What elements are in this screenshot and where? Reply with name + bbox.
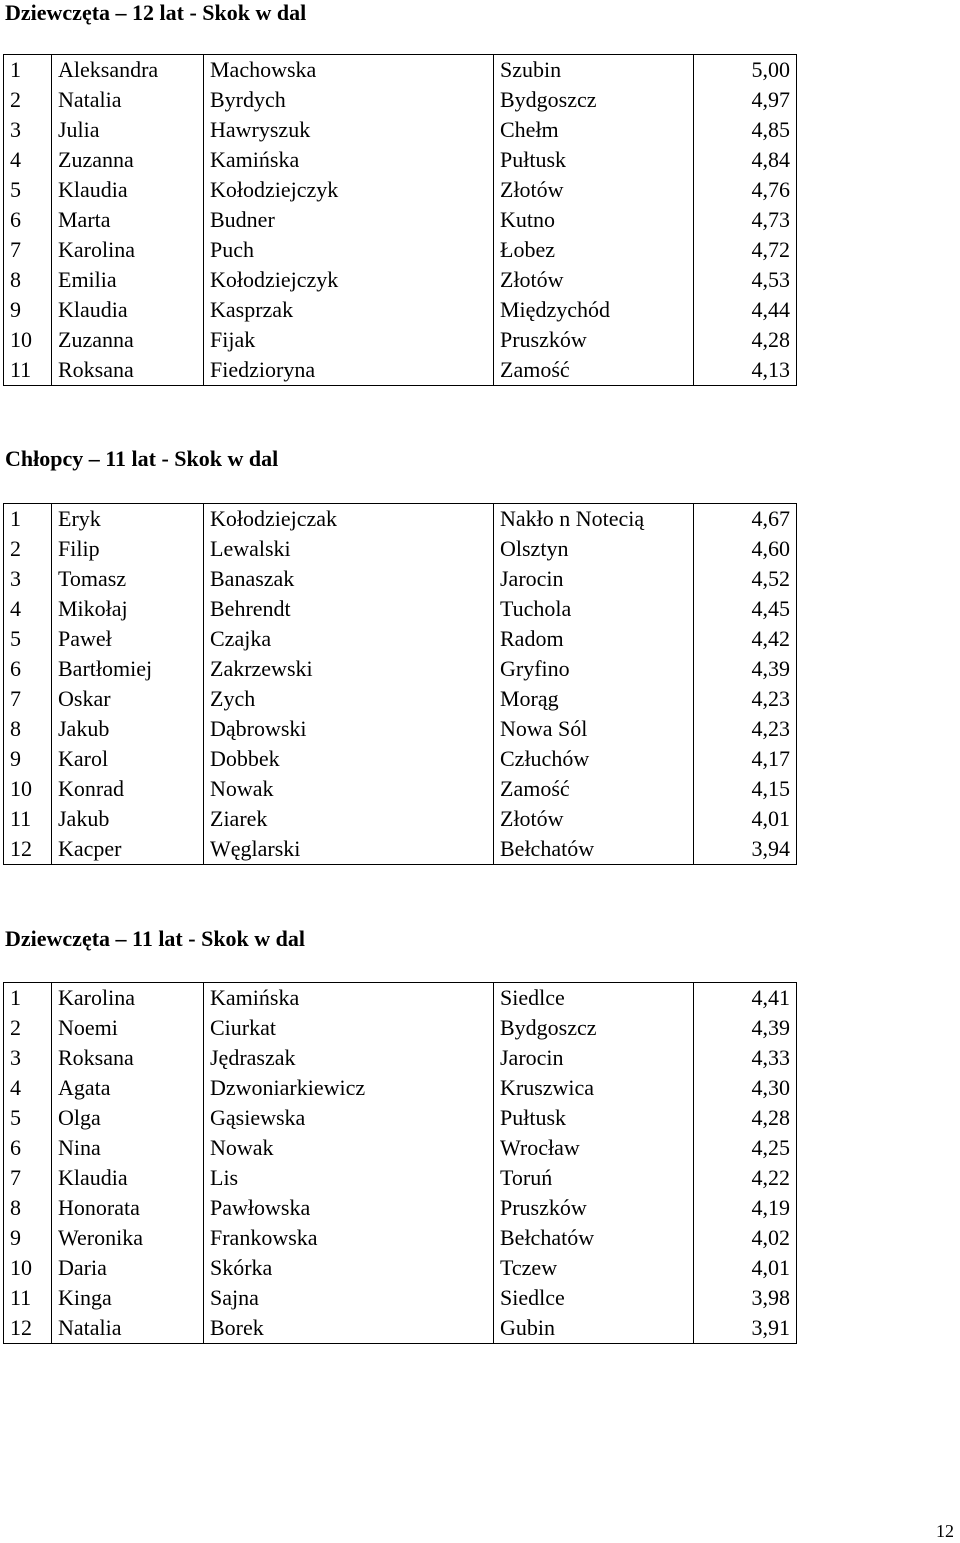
place-cell: 6 [4, 205, 52, 235]
result-cell: 4,19 [694, 1193, 797, 1223]
result-cell: 4,60 [694, 534, 797, 564]
last-name-cell: Kamińska [204, 983, 494, 1014]
last-name-cell: Kamińska [204, 145, 494, 175]
result-cell: 4,67 [694, 504, 797, 535]
place-cell: 8 [4, 714, 52, 744]
place-cell: 11 [4, 355, 52, 386]
city-cell: Olsztyn [494, 534, 694, 564]
table-row [4, 624, 797, 654]
result-cell: 4,84 [694, 145, 797, 175]
last-name-cell: Machowska [204, 55, 494, 86]
result-cell: 4,39 [694, 1013, 797, 1043]
place-cell: 1 [4, 983, 52, 1014]
city-cell: Zamość [494, 355, 694, 386]
table-row [4, 1283, 797, 1313]
last-name-cell: Puch [204, 235, 494, 265]
city-cell: Pruszków [494, 325, 694, 355]
table-row [4, 295, 797, 325]
table-row [4, 205, 797, 235]
city-cell: Łobez [494, 235, 694, 265]
last-name-cell: Fiedzioryna [204, 355, 494, 386]
result-cell: 4,17 [694, 744, 797, 774]
first-name-cell: Klaudia [52, 175, 204, 205]
last-name-cell: Lewalski [204, 534, 494, 564]
last-name-cell: Kołodziejczak [204, 504, 494, 535]
table-row [4, 684, 797, 714]
result-cell: 4,39 [694, 654, 797, 684]
last-name-cell: Nowak [204, 1133, 494, 1163]
place-cell: 4 [4, 145, 52, 175]
result-cell: 4,72 [694, 235, 797, 265]
place-cell: 10 [4, 325, 52, 355]
first-name-cell: Zuzanna [52, 325, 204, 355]
table-row [4, 175, 797, 205]
table-row [4, 1073, 797, 1103]
first-name-cell: Zuzanna [52, 145, 204, 175]
table-row [4, 355, 797, 386]
city-cell: Jarocin [494, 1043, 694, 1073]
result-cell: 4,23 [694, 714, 797, 744]
first-name-cell: Eryk [52, 504, 204, 535]
result-cell: 4,28 [694, 325, 797, 355]
table-row [4, 834, 797, 865]
place-cell: 1 [4, 55, 52, 86]
first-name-cell: Klaudia [52, 295, 204, 325]
page-number: 12 [936, 1521, 954, 1541]
result-cell: 4,33 [694, 1043, 797, 1073]
city-cell: Złotów [494, 265, 694, 295]
city-cell: Gryfino [494, 654, 694, 684]
table-row [4, 1013, 797, 1043]
place-cell: 11 [4, 1283, 52, 1313]
first-name-cell: Paweł [52, 624, 204, 654]
result-cell: 3,98 [694, 1283, 797, 1313]
place-cell: 9 [4, 295, 52, 325]
place-cell: 6 [4, 654, 52, 684]
table-row [4, 804, 797, 834]
first-name-cell: Konrad [52, 774, 204, 804]
first-name-cell: Weronika [52, 1223, 204, 1253]
last-name-cell: Hawryszuk [204, 115, 494, 145]
last-name-cell: Gąsiewska [204, 1103, 494, 1133]
result-cell: 4,22 [694, 1163, 797, 1193]
section-title: Chłopcy – 11 lat - Skok w dal [5, 446, 279, 471]
result-cell: 4,73 [694, 205, 797, 235]
place-cell: 11 [4, 804, 52, 834]
first-name-cell: Tomasz [52, 564, 204, 594]
results-table [3, 982, 797, 1344]
result-cell: 4,25 [694, 1133, 797, 1163]
table-row [4, 504, 797, 535]
city-cell: Pułtusk [494, 145, 694, 175]
last-name-cell: Kołodziejczyk [204, 175, 494, 205]
last-name-cell: Czajka [204, 624, 494, 654]
city-cell: Siedlce [494, 983, 694, 1014]
city-cell: Siedlce [494, 1283, 694, 1313]
result-cell: 4,85 [694, 115, 797, 145]
city-cell: Złotów [494, 804, 694, 834]
table-row [4, 714, 797, 744]
city-cell: Gubin [494, 1313, 694, 1344]
table-row [4, 983, 797, 1014]
city-cell: Nakło n Notecią [494, 504, 694, 535]
place-cell: 12 [4, 834, 52, 865]
table-row [4, 654, 797, 684]
city-cell: Tczew [494, 1253, 694, 1283]
table-row [4, 145, 797, 175]
result-cell: 4,28 [694, 1103, 797, 1133]
first-name-cell: Agata [52, 1073, 204, 1103]
table-row [4, 115, 797, 145]
first-name-cell: Daria [52, 1253, 204, 1283]
place-cell: 12 [4, 1313, 52, 1344]
place-cell: 8 [4, 1193, 52, 1223]
result-cell: 4,02 [694, 1223, 797, 1253]
table-row [4, 55, 797, 86]
city-cell: Bydgoszcz [494, 1013, 694, 1043]
section-title: Dziewczęta – 11 lat - Skok w dal [5, 926, 306, 951]
city-cell: Tuchola [494, 594, 694, 624]
table-row [4, 1163, 797, 1193]
last-name-cell: Dzwoniarkiewicz [204, 1073, 494, 1103]
result-cell: 4,30 [694, 1073, 797, 1103]
place-cell: 6 [4, 1133, 52, 1163]
city-cell: Pruszków [494, 1193, 694, 1223]
last-name-cell: Banaszak [204, 564, 494, 594]
results-table [3, 54, 797, 386]
city-cell: Człuchów [494, 744, 694, 774]
city-cell: Złotów [494, 175, 694, 205]
city-cell: Zamość [494, 774, 694, 804]
place-cell: 8 [4, 265, 52, 295]
table-row [4, 325, 797, 355]
result-cell: 4,53 [694, 265, 797, 295]
last-name-cell: Jędraszak [204, 1043, 494, 1073]
table-row [4, 1043, 797, 1073]
last-name-cell: Lis [204, 1163, 494, 1193]
city-cell: Kutno [494, 205, 694, 235]
place-cell: 9 [4, 1223, 52, 1253]
city-cell: Toruń [494, 1163, 694, 1193]
city-cell: Chełm [494, 115, 694, 145]
last-name-cell: Kasprzak [204, 295, 494, 325]
result-cell: 4,76 [694, 175, 797, 205]
first-name-cell: Karol [52, 744, 204, 774]
place-cell: 5 [4, 1103, 52, 1133]
last-name-cell: Byrdych [204, 85, 494, 115]
last-name-cell: Behrendt [204, 594, 494, 624]
last-name-cell: Zakrzewski [204, 654, 494, 684]
first-name-cell: Olga [52, 1103, 204, 1133]
place-cell: 3 [4, 115, 52, 145]
result-cell: 4,15 [694, 774, 797, 804]
place-cell: 9 [4, 744, 52, 774]
table-row [4, 774, 797, 804]
first-name-cell: Filip [52, 534, 204, 564]
result-cell: 4,41 [694, 983, 797, 1014]
result-cell: 4,42 [694, 624, 797, 654]
place-cell: 1 [4, 504, 52, 535]
place-cell: 5 [4, 624, 52, 654]
city-cell: Bełchatów [494, 834, 694, 865]
first-name-cell: Jakub [52, 714, 204, 744]
last-name-cell: Ziarek [204, 804, 494, 834]
last-name-cell: Borek [204, 1313, 494, 1344]
section-title: Dziewczęta – 12 lat - Skok w dal [5, 0, 307, 25]
place-cell: 7 [4, 1163, 52, 1193]
table-row [4, 1223, 797, 1253]
place-cell: 2 [4, 1013, 52, 1043]
place-cell: 7 [4, 684, 52, 714]
last-name-cell: Zych [204, 684, 494, 714]
result-cell: 4,01 [694, 1253, 797, 1283]
table-row [4, 564, 797, 594]
city-cell: Jarocin [494, 564, 694, 594]
table-row [4, 1253, 797, 1283]
city-cell: Szubin [494, 55, 694, 86]
result-cell: 4,44 [694, 295, 797, 325]
last-name-cell: Fijak [204, 325, 494, 355]
place-cell: 10 [4, 1253, 52, 1283]
place-cell: 3 [4, 564, 52, 594]
place-cell: 7 [4, 235, 52, 265]
last-name-cell: Dobbek [204, 744, 494, 774]
result-cell: 4,13 [694, 355, 797, 386]
last-name-cell: Ciurkat [204, 1013, 494, 1043]
first-name-cell: Noemi [52, 1013, 204, 1043]
place-cell: 2 [4, 85, 52, 115]
city-cell: Wrocław [494, 1133, 694, 1163]
first-name-cell: Roksana [52, 355, 204, 386]
last-name-cell: Węglarski [204, 834, 494, 865]
results-table [3, 503, 797, 865]
table-row [4, 1103, 797, 1133]
table-row [4, 85, 797, 115]
place-cell: 3 [4, 1043, 52, 1073]
place-cell: 2 [4, 534, 52, 564]
first-name-cell: Natalia [52, 85, 204, 115]
first-name-cell: Roksana [52, 1043, 204, 1073]
place-cell: 4 [4, 594, 52, 624]
first-name-cell: Aleksandra [52, 55, 204, 86]
city-cell: Bydgoszcz [494, 85, 694, 115]
last-name-cell: Kołodziejczyk [204, 265, 494, 295]
last-name-cell: Sajna [204, 1283, 494, 1313]
first-name-cell: Honorata [52, 1193, 204, 1223]
last-name-cell: Dąbrowski [204, 714, 494, 744]
result-cell: 4,01 [694, 804, 797, 834]
last-name-cell: Nowak [204, 774, 494, 804]
result-cell: 4,45 [694, 594, 797, 624]
table-row [4, 594, 797, 624]
table-row [4, 744, 797, 774]
first-name-cell: Bartłomiej [52, 654, 204, 684]
first-name-cell: Jakub [52, 804, 204, 834]
table-row [4, 1313, 797, 1344]
result-cell: 3,91 [694, 1313, 797, 1344]
place-cell: 10 [4, 774, 52, 804]
first-name-cell: Marta [52, 205, 204, 235]
last-name-cell: Budner [204, 205, 494, 235]
first-name-cell: Nina [52, 1133, 204, 1163]
result-cell: 4,97 [694, 85, 797, 115]
result-cell: 3,94 [694, 834, 797, 865]
city-cell: Kruszwica [494, 1073, 694, 1103]
table-row [4, 1133, 797, 1163]
first-name-cell: Klaudia [52, 1163, 204, 1193]
city-cell: Radom [494, 624, 694, 654]
first-name-cell: Kacper [52, 834, 204, 865]
first-name-cell: Karolina [52, 235, 204, 265]
first-name-cell: Julia [52, 115, 204, 145]
last-name-cell: Pawłowska [204, 1193, 494, 1223]
city-cell: Nowa Sól [494, 714, 694, 744]
result-cell: 4,23 [694, 684, 797, 714]
first-name-cell: Kinga [52, 1283, 204, 1313]
last-name-cell: Frankowska [204, 1223, 494, 1253]
result-cell: 4,52 [694, 564, 797, 594]
place-cell: 5 [4, 175, 52, 205]
table-row [4, 265, 797, 295]
first-name-cell: Mikołaj [52, 594, 204, 624]
table-row [4, 534, 797, 564]
city-cell: Bełchatów [494, 1223, 694, 1253]
table-row [4, 1193, 797, 1223]
table-row [4, 235, 797, 265]
first-name-cell: Natalia [52, 1313, 204, 1344]
result-cell: 5,00 [694, 55, 797, 86]
first-name-cell: Karolina [52, 983, 204, 1014]
first-name-cell: Emilia [52, 265, 204, 295]
city-cell: Pułtusk [494, 1103, 694, 1133]
last-name-cell: Skórka [204, 1253, 494, 1283]
city-cell: Międzychód [494, 295, 694, 325]
first-name-cell: Oskar [52, 684, 204, 714]
city-cell: Morąg [494, 684, 694, 714]
place-cell: 4 [4, 1073, 52, 1103]
